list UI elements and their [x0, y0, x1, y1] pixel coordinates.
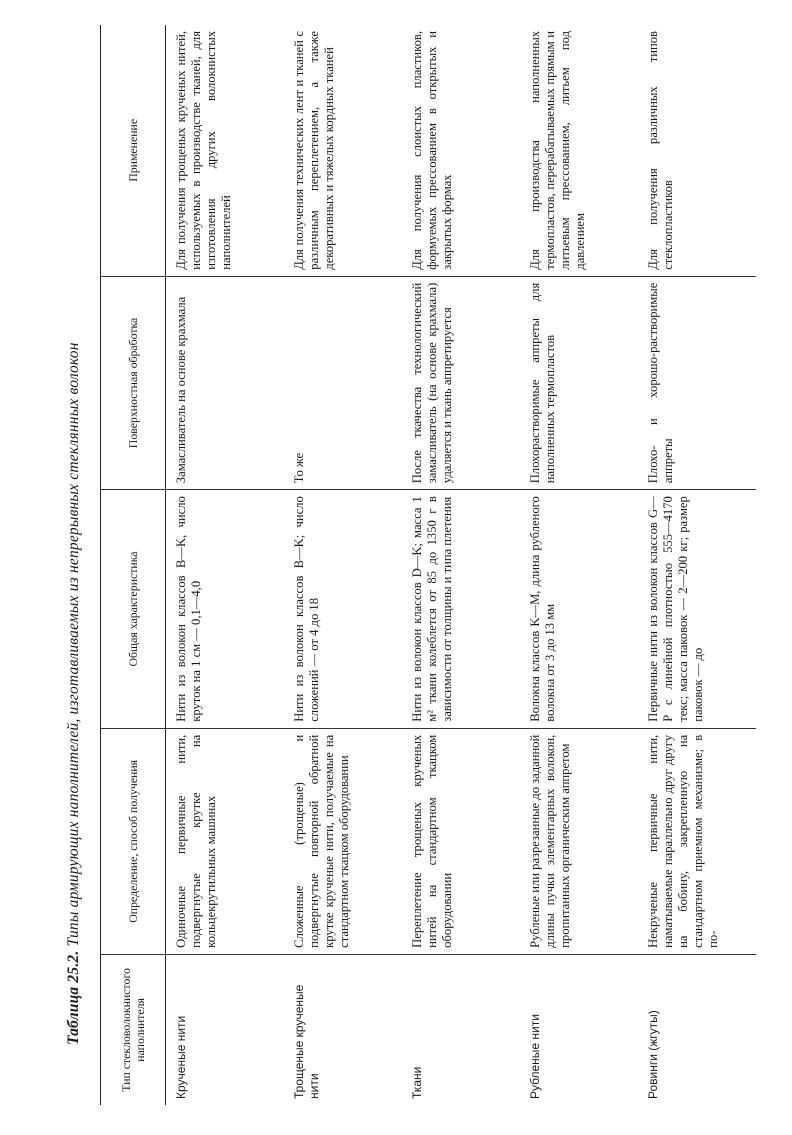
cell-general: Нити из волокон классов B—K; число сложений — от 4 до 18 [284, 490, 402, 729]
cell-surface: Плохо- и хорошо-растворимые аппреты [638, 276, 756, 489]
cell-definition: Сложенные (трощеные) и подвергнутые повторной обратной крутке крученые нити, получаемые на стандартном ткацком оборудовании [284, 728, 402, 954]
cell-general: Волокна классов K—M, длина рубленого волокна от 3 до 13 мм [520, 490, 638, 729]
table-caption [65, 45, 83, 1045]
cell-surface: То же [284, 276, 402, 489]
header-surface: Поверхностная обработка [100, 276, 166, 489]
cell-definition: Некрученые первичные нити, наматываемые параллельно друг другу на бобину, закрепленную на стандартном приемном механизме; в по- [638, 728, 756, 954]
cell-application: Для производства наполненных термопластов, перерабатываемых прямым и литьевым прессованием, литьем под давлением [528, 31, 587, 270]
caption-title: Типы армирующих наполнителей, изготавливаемых из непрерывных стеклянных волокон [65, 342, 82, 947]
table-row [402, 25, 520, 1105]
cell-application: Для получения трощеных крученых нитей, используемых в производстве тканей, для изготовления других волокнистых наполнителей [174, 31, 233, 270]
caption-label: Таблица 25.2. [65, 950, 82, 1045]
cell-definition: Одиночные первичные нити, подвергнутые крутке на кольцекрутильных машинах [166, 728, 285, 954]
cell-surface: Замасливатель на основе крахмала [166, 276, 285, 489]
cell-type: Трощеные крученые нити [284, 954, 402, 1105]
header-definition: Определение, способ получения [100, 728, 166, 954]
cell-general: Нити из волокон классов D—K; масса 1 м² ткани колеблется от 85 до 1350 г в зависимости от толщины и типа плетения [402, 490, 520, 729]
cell-application: Для получения технических лент и тканей с различным переплетением, а также декоративных и тяжелых кордных тканей [292, 31, 336, 270]
cell-definition: Переплетение трощеных крученых нитей на стандартном ткацком оборудовании [402, 728, 520, 954]
cell-general: Первичные нити из волокон классов G—P с линейной плотностью 555—4170 текс; масса паковок — 2—200 кг; размер паковок — до [638, 490, 756, 729]
cell-general: Нити из волокон классов B—K, число круток на 1 см — 0,1—4,0 [166, 490, 285, 729]
cell-application: Для получения различных типов стеклопластиков [646, 31, 675, 270]
cell-application: Для получения слоистых пластиков, формуемых прессованием в открытых и закрытых формах [410, 31, 454, 270]
table-row [284, 25, 402, 1105]
cell-type: Крученые нити [166, 954, 285, 1105]
header-application: Применение [100, 25, 166, 276]
table-header-row [100, 25, 166, 1105]
table-row [638, 25, 756, 1105]
cell-type: Ровинги (жгуты) [638, 954, 756, 1105]
header-type: Тип стекловолокнистого наполнителя [100, 954, 166, 1105]
cell-type: Ткани [402, 954, 520, 1105]
glass-fiber-table [100, 25, 756, 1105]
cell-type: Рубленые нити [520, 954, 638, 1105]
cell-surface: После ткачества технологический замасливатель (на основе крахмала) удаляется и ткань аппретируется [402, 276, 520, 489]
table-row [520, 25, 638, 1105]
table-row [166, 25, 285, 1105]
header-general: Общая характеристика [100, 490, 166, 729]
cell-definition: Рубленые или разрезанные до заданной длины пучки элементарных волокон, пропитанных органическим аппретом [520, 728, 638, 954]
cell-surface: Плохорастворимые аппреты для наполненных термопластов [520, 276, 638, 489]
